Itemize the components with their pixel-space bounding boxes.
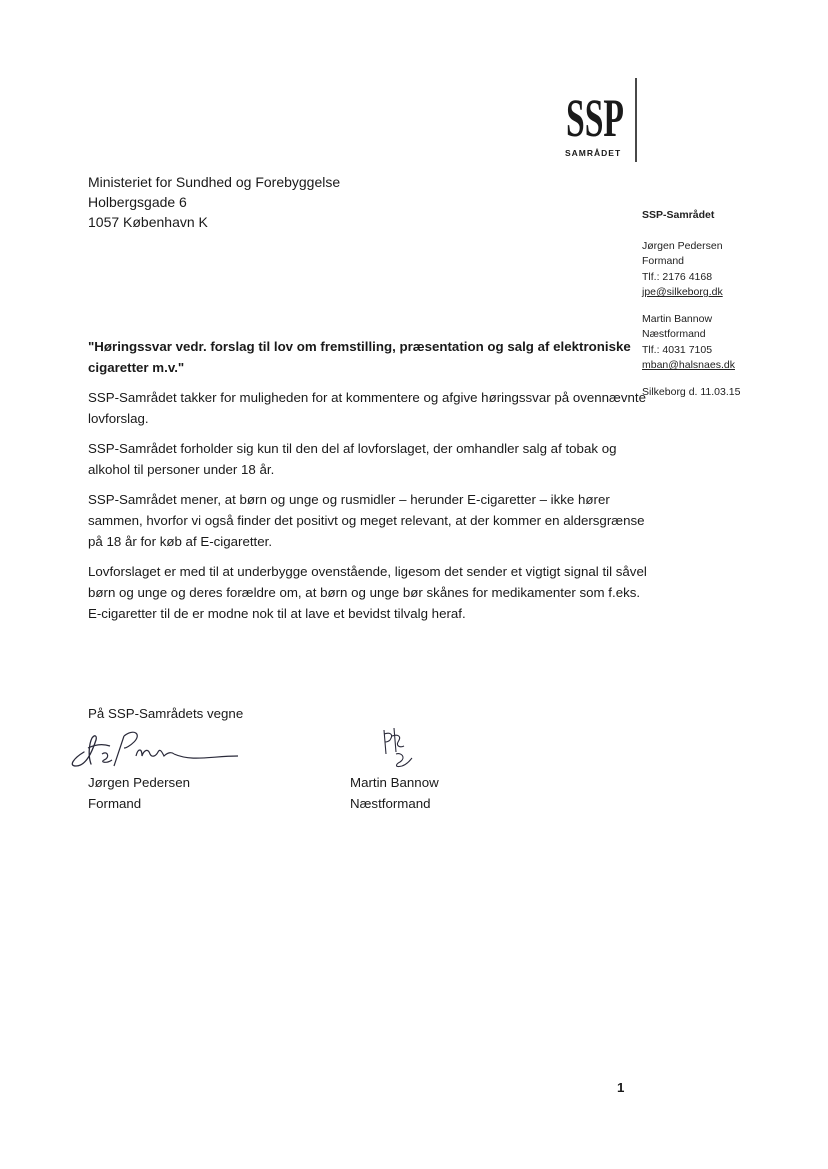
contact-email-link[interactable]: mban@halsnaes.dk bbox=[642, 359, 735, 371]
contact-name: Martin Bannow bbox=[642, 312, 713, 325]
paragraph-4: Lovforslaget er med til at underbygge ovenstående, ligesom det sender et vigtigt signal til såvel børn og unge og deres forældre om, at børn og unge bør skånes for medikamenter som f.eks. E-cigaretter til de er modne nok til at lave et bevidst tilvalg heraf. bbox=[88, 564, 647, 621]
recipient-line-2: Holbergsgade 6 bbox=[88, 194, 187, 210]
recipient-address bbox=[88, 172, 340, 232]
letter-body bbox=[88, 336, 648, 633]
contact-phone: Tlf.: 2176 4168 bbox=[642, 270, 713, 283]
signer-title: Næstformand bbox=[350, 796, 431, 811]
ssp-logo bbox=[552, 78, 642, 164]
letter-subject: "Høringssvar vedr. forslag til lov om fremstilling, præsentation og salg af elektroniske cigaretter m.v." bbox=[88, 339, 631, 375]
closing-line: På SSP-Samrådets vegne bbox=[88, 706, 244, 721]
paragraph-1: SSP-Samrådet takker for muligheden for at kommentere og afgive høringssvar på ovennævnte lovforslag. bbox=[88, 390, 647, 426]
signer-block-1 bbox=[88, 772, 190, 814]
page-number: 1 bbox=[617, 1080, 625, 1095]
contact-phone: Tlf.: 4031 7105 bbox=[642, 343, 713, 356]
contact-block-2 bbox=[642, 312, 792, 374]
contact-role: Næstformand bbox=[642, 328, 706, 340]
logo-subtitle: SAMRÅDET bbox=[565, 148, 622, 158]
sidebar-org: SSP-Samrådet bbox=[642, 209, 715, 221]
signer-name: Martin Bannow bbox=[350, 775, 439, 790]
signer-name: Jørgen Pedersen bbox=[88, 775, 190, 790]
paragraph-2: SSP-Samrådet forholder sig kun til den del af lovforslaget, der omhandler salg af tobak og alkohol til personer under 18 år. bbox=[88, 441, 617, 477]
contact-role: Formand bbox=[642, 255, 685, 267]
contact-name: Jørgen Pedersen bbox=[642, 239, 723, 252]
signature-martin-bannow bbox=[374, 724, 424, 770]
recipient-line-3: 1057 København K bbox=[88, 214, 208, 230]
logo-letters: SSP bbox=[566, 88, 624, 148]
sender-sidebar bbox=[642, 208, 792, 400]
letter-date: Silkeborg d. 11.03.15 bbox=[642, 385, 741, 398]
paragraph-3: SSP-Samrådet mener, at børn og unge og rusmidler – herunder E-cigaretter – ikke hører sammen, hvorfor vi også finder det positivt og meget relevant, at der kommer en aldersgrænse på 18 år for køb af E-cigaretter. bbox=[88, 492, 645, 549]
recipient-line-1: Ministeriet for Sundhed og Forebyggelse bbox=[88, 174, 341, 190]
contact-email-link[interactable]: jpe@silkeborg.dk bbox=[642, 286, 723, 298]
contact-block-1 bbox=[642, 239, 792, 301]
signature-jorgen-pedersen bbox=[62, 722, 242, 772]
signer-title: Formand bbox=[88, 796, 142, 811]
signer-block-2 bbox=[350, 772, 439, 814]
